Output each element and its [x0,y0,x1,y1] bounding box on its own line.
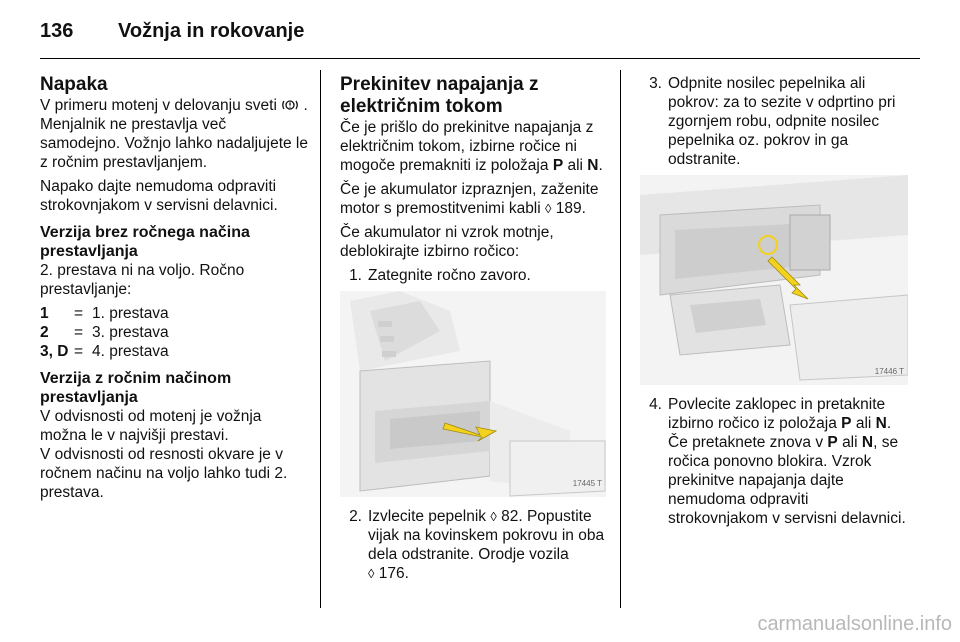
figure-caption: 17446 T [874,367,904,376]
paragraph: Če je akumulator izpraznjen, zaženite motor s premostitvenimi kabli ◊ 189. [340,181,599,217]
paragraph: V odvisnosti od resnosti okvare je v ročnem načinu na voljo lahko tudi 2. prestava. [40,446,288,501]
page-number: 136 [40,20,74,42]
step-item: 1. Zategnite ročno zavoro. [349,267,531,284]
column-divider [620,70,621,608]
column-1 [40,74,308,507]
subsection-heading: Verzija brez ročnega načina prestavljanja [40,224,250,260]
column-2 [340,74,606,583]
header-rule [40,58,920,59]
gear-row: 2 = 3. prestava [40,324,169,341]
gear-row: 1 = 1. prestava [40,305,169,322]
step-item: 3. Odpnite nosilec pepelnika ali pokrov: za to sezite v odprtino pri zgornjem robu, odpnite nosilec pepelnika oz. pokrov in ga odstranite. [649,75,896,168]
step-item: 2. Izvlecite pepelnik ◊ 82. Popustite vijak na kovinskem pokrovu in oba dela odstranite. Orodje vozila ◊ 176. [349,508,605,582]
page-reference-icon: ◊ [490,509,497,524]
column-3 [640,74,908,528]
section-heading: Prekinitev napajanja z električnim tokom [340,74,539,117]
column-divider [320,70,321,608]
watermark: carmanualsonline.info [757,613,952,635]
figure-caption: 17445 T [572,479,602,488]
ashtray-figure [340,291,606,497]
paragraph: Če je prišlo do prekinitve napajanja z električnim tokom, izbirne ročice ni mogoče premakniti iz položaja P ali N. [340,119,603,174]
paragraph: Če akumulator ni vzrok motnje, deblokirajte izbirno ročico: [340,224,554,260]
gear-list [40,304,308,361]
ashtray-illustration [340,291,606,497]
transmission-warning-icon [281,97,303,114]
ashtray-holder-figure [640,175,908,385]
paragraph: Napako dajte nemudoma odpraviti strokovnjakom v servisni delavnici. [40,178,278,214]
subsection-heading: Verzija z ročnim načinom prestavljanja [40,370,232,406]
section-heading: Napaka [40,74,108,95]
gear-row: 3, D = 4. prestava [40,343,169,360]
paragraph: V primeru motenj v delovanju sveti . Menjalnik ne prestavlja več samodejno. Vožnjo lahko nadaljujete le z ročnim prestavljanjem. [40,97,308,171]
chapter-title: Vožnja in rokovanje [118,20,305,42]
paragraph: 2. prestava ni na voljo. Ročno prestavljanje: [40,262,245,298]
step-item: 4. Povlecite zaklopec in pretaknite izbirno ročico iz položaja P ali N. Če pretaknete znova v P ali N, se ročica ponovno blokira. Vzrok prekinitve napajanja dajte nemudoma odpraviti strokovnjakom v servisni delavnici. [649,396,906,527]
paragraph: V odvisnosti od motenj je vožnja možna le v najvišji prestavi. [40,408,262,444]
page-reference-icon: ◊ [545,201,552,216]
ashtray-holder-illustration [640,175,908,385]
page-reference-icon: ◊ [368,566,375,581]
